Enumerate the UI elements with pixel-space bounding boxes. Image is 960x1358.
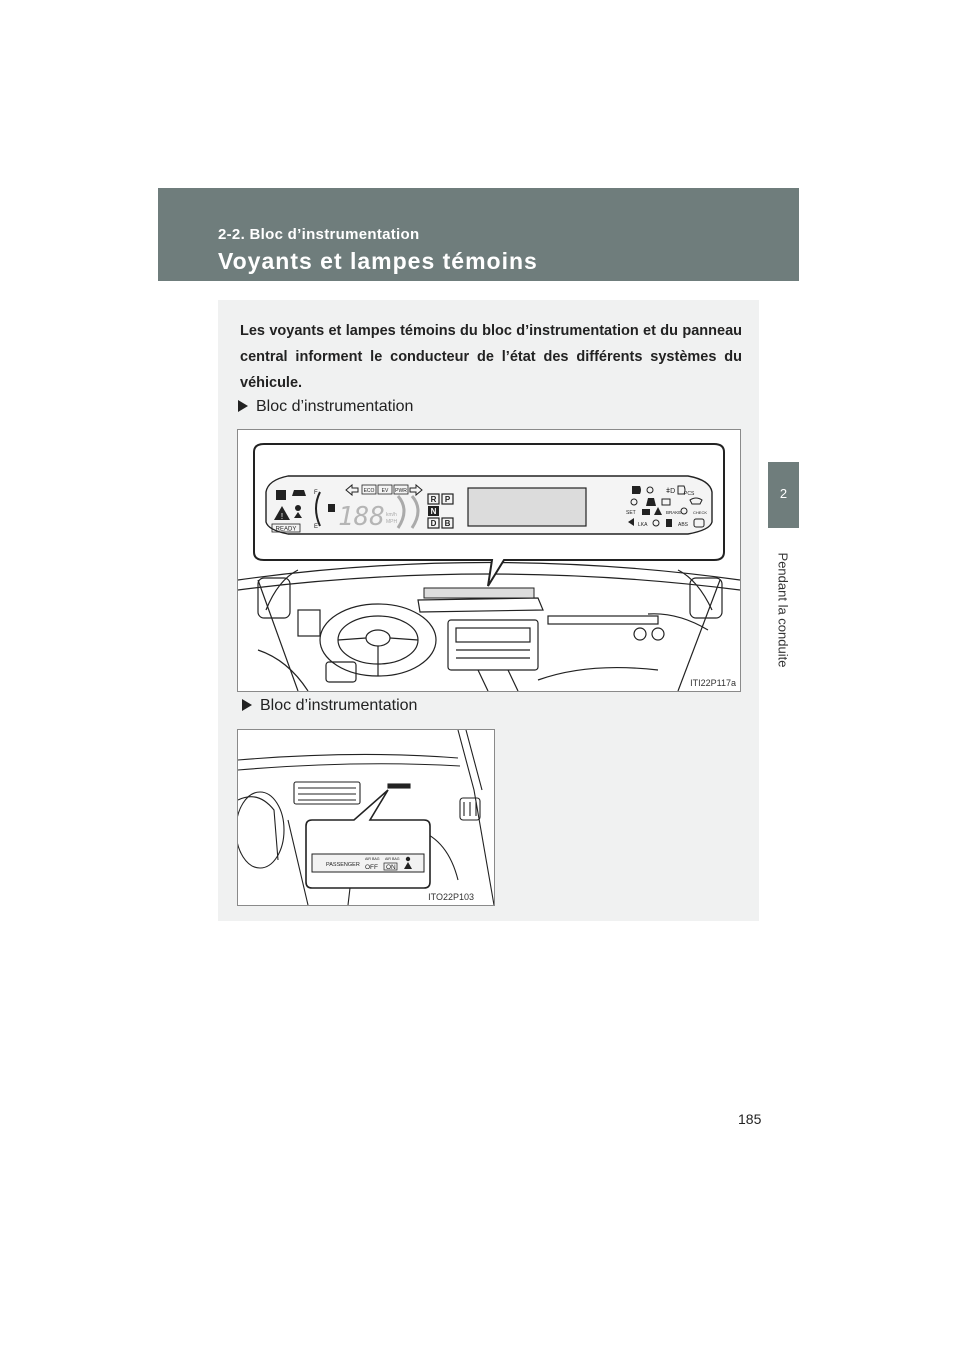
brake-indicator: BRAKE <box>666 510 682 515</box>
intro-paragraph: Les voyants et lampes témoins du bloc d’instrumentation et du panneau central informent le conducteur de l’état des différents systèmes du véhicule. <box>240 323 742 391</box>
chapter-header <box>158 188 799 281</box>
svg-text:E: E <box>314 524 319 530</box>
ev-mode-indicator: EV <box>381 488 389 494</box>
speed-readout: 188 <box>338 502 385 532</box>
door-open-icon <box>292 490 306 496</box>
subheading-panel-label: Bloc d’instrumentation <box>260 697 418 714</box>
chapter-tab[interactable] <box>768 462 799 528</box>
figure-instrument-cluster <box>237 429 741 692</box>
figure-code: ITI22P117a <box>690 678 736 688</box>
gear-r: R <box>430 495 437 504</box>
chapter-name: Pendant la conduite <box>775 552 791 668</box>
eco-mode-indicator: ECO <box>363 488 375 494</box>
passenger-label: PASSENGER <box>326 862 360 868</box>
airbag-on-indicator: ON <box>386 864 396 871</box>
set-indicator: SET <box>626 510 636 516</box>
headlight-icon <box>632 486 641 494</box>
cluster-illustration <box>238 430 740 691</box>
chapter-side-label <box>760 540 806 680</box>
subheading-cluster <box>238 398 413 416</box>
figure-center-panel <box>237 729 495 906</box>
content-panel <box>218 300 759 921</box>
gear-p: P <box>444 495 451 504</box>
ready-indicator: READY <box>275 526 297 533</box>
svg-text:F: F <box>314 490 318 496</box>
triangle-bullet-icon <box>238 400 248 412</box>
panel-illustration <box>238 730 494 905</box>
seatbelt-warning-icon <box>276 490 286 500</box>
abs-indicator: ABS <box>678 522 689 528</box>
svg-text:km/h: km/h <box>386 512 397 518</box>
check-indicator: CHECK <box>693 510 708 515</box>
gear-d: D <box>430 519 437 528</box>
pcs-indicator: PCS <box>684 491 695 497</box>
subheading-cluster-label: Bloc d’instrumentation <box>256 398 414 415</box>
multi-information-display <box>468 488 586 526</box>
svg-text:MPH: MPH <box>386 519 398 525</box>
subheading-panel <box>242 697 417 715</box>
triangle-bullet-icon <box>242 699 252 711</box>
page-title: Voyants et lampes témoins <box>218 248 538 274</box>
svg-text:!: ! <box>280 512 284 521</box>
door-icon <box>666 519 672 527</box>
gear-b: B <box>444 519 451 528</box>
section-title: 2-2. Bloc d’instrumentation <box>218 226 420 243</box>
gear-n: N <box>430 507 437 516</box>
fog-light-icon: ǂD <box>666 488 676 495</box>
airbag-on-caption: AIR BAG <box>385 857 400 861</box>
figure-code-2: ITO22P103 <box>428 892 474 902</box>
oil-icon <box>642 509 650 515</box>
airbag-off-caption: AIR BAG <box>365 857 380 861</box>
airbag-off-indicator: OFF <box>365 864 378 871</box>
pwr-mode-indicator: PWR <box>395 488 407 494</box>
chapter-tab-number: 2 <box>779 486 788 501</box>
lka-indicator: LKA <box>638 522 648 528</box>
page-number: 185 <box>738 1111 762 1127</box>
fuel-pump-icon <box>328 504 335 512</box>
